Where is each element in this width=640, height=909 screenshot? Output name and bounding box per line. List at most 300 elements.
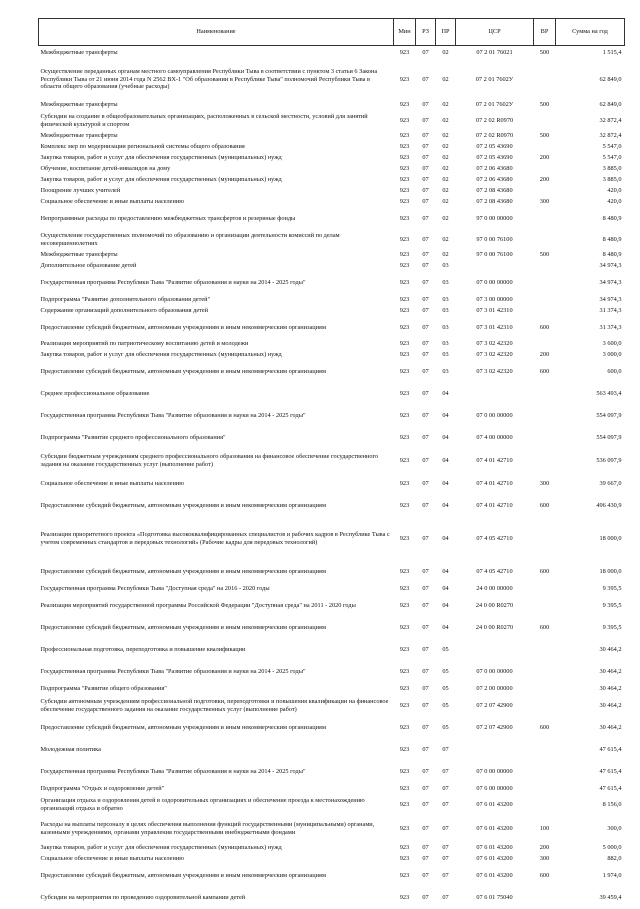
- cell-sum: 34 974,3: [599, 278, 622, 286]
- cell-pr: 02: [442, 176, 449, 184]
- cell-csr: 07 3 00 00000: [476, 295, 513, 303]
- cell-csr: 07 3 02 42320: [476, 367, 513, 375]
- cell-vr: 300: [539, 198, 550, 206]
- cell-name: Реализация мероприятий по патриотическому воспитанию детей и молодежи: [40, 340, 249, 348]
- cell-sum: 18 000,0: [599, 567, 622, 575]
- cell-name: Субсидии бюджетным учреждениям среднего профессионального образования на финансовое обеспечение государственного задания на оказание государственных услуг (выполнение работ): [40, 452, 379, 468]
- cell-vr: 600: [539, 623, 550, 631]
- cell-sum: 8 480,9: [602, 235, 622, 243]
- cell-csr: 07 3 02 42320: [476, 340, 513, 348]
- cell-sum: 30 464,2: [599, 645, 622, 653]
- cell-rz: 07: [422, 745, 429, 753]
- table-row: [39, 230, 625, 250]
- cell-vr: 100: [539, 824, 550, 832]
- cell-rz: 07: [422, 101, 429, 109]
- cell-vr: 600: [539, 501, 550, 509]
- table-row: [39, 865, 625, 887]
- cell-name: Реализация приоритетного проекта «Подготовка высококвалифицированных специалистов и рабочих кадров в Республике Тыва с учетом современных стандартов и передовых технологий» (Рабочие кадры для передовых технологий): [40, 530, 390, 546]
- cell-vr: [534, 583, 556, 595]
- cell-min: 923: [399, 534, 410, 542]
- cell-csr: 07 2 07 42900: [476, 701, 513, 709]
- header-name: Наименование: [39, 19, 394, 46]
- cell-sum: 30 464,2: [599, 701, 622, 709]
- table-row: [39, 854, 625, 865]
- cell-pr: 02: [442, 187, 449, 195]
- cell-vr: [534, 272, 556, 294]
- cell-rz: 07: [422, 307, 429, 315]
- cell-rz: 07: [422, 48, 429, 56]
- cell-sum: 600,0: [607, 367, 622, 375]
- table-row: [39, 350, 625, 361]
- cell-sum: 8 480,9: [602, 251, 622, 259]
- cell-csr: 97 0 00 00000: [476, 214, 513, 222]
- cell-rz: 07: [422, 214, 429, 222]
- cell-name: Дополнительное образование детей: [40, 262, 137, 270]
- cell-name: Предоставление субсидий бюджетным, автономным учреждениям и иным некоммерческим организациям: [40, 323, 326, 331]
- cell-csr: 07 3 01 42310: [476, 323, 513, 331]
- cell-min: 923: [399, 800, 410, 808]
- cell-pr: 02: [442, 132, 449, 140]
- cell-sum: 554 097,9: [596, 433, 622, 441]
- cell-vr: 500: [539, 251, 550, 259]
- cell-rz: 07: [422, 501, 429, 509]
- cell-min: 923: [399, 278, 410, 286]
- cell-rz: 07: [422, 367, 429, 375]
- cell-rz: 07: [422, 132, 429, 140]
- cell-csr: 07 4 01 42710: [476, 456, 513, 464]
- cell-min: 923: [399, 871, 410, 879]
- cell-min: 923: [399, 584, 410, 592]
- cell-name: Подпрограмма "Развитие дополнительного образования детей": [40, 295, 211, 303]
- cell-min: 923: [399, 75, 410, 83]
- cell-vr: 500: [539, 132, 550, 140]
- cell-rz: 07: [422, 567, 429, 575]
- cell-csr: 07 3 02 42320: [476, 351, 513, 359]
- cell-vr: 600: [539, 567, 550, 575]
- cell-sum: 32 872,4: [599, 116, 622, 124]
- cell-sum: 8 156,0: [602, 800, 622, 808]
- cell-sum: 5 000,0: [602, 844, 622, 852]
- cell-name: Предоставление субсидий бюджетным, автономным учреждениям и иным некоммерческим организациям: [40, 367, 326, 375]
- cell-name: Подпрограмма "Развитие среднего профессионального образования": [40, 433, 226, 441]
- table-row: [39, 272, 625, 294]
- table-row: [39, 317, 625, 339]
- cell-pr: 04: [442, 411, 449, 419]
- cell-pr: 07: [442, 800, 449, 808]
- cell-pr: 02: [442, 214, 449, 222]
- cell-rz: 07: [422, 323, 429, 331]
- table-row: [39, 294, 625, 306]
- cell-name: Предоставление субсидий бюджетным, автономным учреждениям и иным некоммерческим организациям: [40, 567, 326, 575]
- cell-rz: 07: [422, 340, 429, 348]
- cell-pr: 05: [442, 645, 449, 653]
- cell-sum: 554 097,9: [596, 411, 622, 419]
- cell-csr: [456, 261, 534, 272]
- cell-vr: [534, 339, 556, 350]
- cell-sum: 3 885,0: [602, 176, 622, 184]
- cell-sum: 39 667,0: [599, 479, 622, 487]
- cell-name: Социальное обеспечение и иные выплаты населению: [40, 198, 184, 206]
- cell-csr: 07 2 00 00000: [476, 684, 513, 692]
- cell-min: 923: [399, 235, 410, 243]
- cell-sum: 62 849,0: [599, 101, 622, 109]
- cell-pr: 02: [442, 235, 449, 243]
- cell-csr: 97 0 00 76100: [476, 235, 513, 243]
- table-row: [39, 175, 625, 186]
- cell-name: Предоставление субсидий бюджетным, автономным учреждениям и иным некоммерческим организациям: [40, 723, 326, 731]
- cell-rz: 07: [422, 534, 429, 542]
- table-header: [39, 19, 625, 46]
- cell-min: 923: [399, 295, 410, 303]
- cell-pr: 04: [442, 479, 449, 487]
- cell-name: Закупка товаров, работ и услуг для обеспечения государственных (муниципальных) нужд: [40, 176, 282, 184]
- table-row: [39, 617, 625, 639]
- cell-name: Закупка товаров, работ и услуг для обеспечения государственных (муниципальных) нужд: [40, 844, 282, 852]
- cell-rz: 07: [422, 351, 429, 359]
- cell-sum: 420,0: [607, 187, 622, 195]
- cell-rz: 07: [422, 433, 429, 441]
- cell-csr: 07 6 01 43200: [476, 855, 513, 863]
- cell-csr: 07 2 07 42900: [476, 723, 513, 731]
- cell-pr: 05: [442, 667, 449, 675]
- cell-sum: 563 493,4: [596, 389, 622, 397]
- cell-pr: 02: [442, 143, 449, 151]
- table-row: [39, 131, 625, 142]
- cell-vr: [534, 111, 556, 131]
- cell-csr: 07 6 00 00000: [476, 784, 513, 792]
- cell-csr: 07 2 06 43680: [476, 176, 513, 184]
- cell-sum: 47 615,4: [599, 767, 622, 775]
- cell-csr: 24 0 00 R0270: [475, 601, 514, 609]
- cell-csr: 07 2 02 R0970: [475, 116, 514, 124]
- cell-sum: 300,0: [607, 824, 622, 832]
- cell-sum: 536 097,9: [596, 456, 622, 464]
- cell-name: Комплекс мер по модернизации региональной системы общего образования: [40, 143, 245, 151]
- table-row: [39, 449, 625, 473]
- cell-min: 923: [399, 723, 410, 731]
- cell-min: 923: [399, 893, 410, 901]
- cell-csr: 07 0 00 00000: [476, 278, 513, 286]
- cell-min: 923: [399, 48, 410, 56]
- cell-sum: 1 515,4: [602, 48, 622, 56]
- cell-sum: 31 374,3: [599, 323, 622, 331]
- cell-name: Государственная программа Республики Тыва "Развитие образования и науки на 2014 - 2025 годы": [40, 667, 306, 675]
- cell-sum: 9 395,5: [602, 584, 622, 592]
- table-row: [39, 583, 625, 595]
- cell-min: 923: [399, 745, 410, 753]
- table-row: [39, 561, 625, 583]
- cell-pr: 03: [442, 278, 449, 286]
- cell-sum: 30 464,2: [599, 723, 622, 731]
- cell-name: Обучение, воспитание детей-инвалидов на дому: [40, 165, 171, 173]
- cell-vr: 600: [539, 367, 550, 375]
- cell-sum: 30 464,2: [599, 667, 622, 675]
- cell-rz: 07: [422, 844, 429, 852]
- cell-min: 923: [399, 767, 410, 775]
- cell-sum: 30 464,2: [599, 684, 622, 692]
- cell-pr: 07: [442, 855, 449, 863]
- table-row: [39, 60, 625, 100]
- cell-min: 923: [399, 667, 410, 675]
- cell-csr: [456, 383, 534, 405]
- cell-rz: 07: [422, 855, 429, 863]
- table-row: [39, 795, 625, 815]
- cell-vr: [534, 427, 556, 449]
- cell-csr: 07 6 01 43200: [476, 871, 513, 879]
- cell-sum: 3 600,0: [602, 340, 622, 348]
- cell-pr: 02: [442, 101, 449, 109]
- cell-csr: 07 4 05 42710: [476, 567, 513, 575]
- cell-min: 923: [399, 684, 410, 692]
- cell-sum: 47 615,4: [599, 784, 622, 792]
- cell-csr: 07 2 01 7602У: [475, 101, 514, 109]
- cell-csr: 07 4 00 00000: [476, 433, 513, 441]
- cell-rz: 07: [422, 893, 429, 901]
- cell-vr: [534, 739, 556, 761]
- cell-pr: 02: [442, 165, 449, 173]
- cell-rz: 07: [422, 116, 429, 124]
- cell-rz: 07: [422, 824, 429, 832]
- cell-sum: 34 974,3: [599, 295, 622, 303]
- cell-min: 923: [399, 411, 410, 419]
- cell-vr: [534, 230, 556, 250]
- cell-name: Государственная программа Республики Тыва "Развитие образования и науки на 2014 - 2025 годы": [40, 278, 306, 286]
- cell-name: Межбюджетные трансферты: [40, 101, 118, 109]
- cell-sum: 34 974,3: [599, 262, 622, 270]
- cell-pr: 02: [442, 154, 449, 162]
- cell-name: Межбюджетные трансферты: [40, 48, 118, 56]
- cell-vr: 500: [539, 48, 550, 56]
- cell-vr: 200: [539, 176, 550, 184]
- cell-rz: 07: [422, 784, 429, 792]
- table-row: [39, 186, 625, 197]
- cell-csr: [456, 639, 534, 661]
- cell-csr: 07 2 05 43690: [476, 154, 513, 162]
- cell-name: Предоставление субсидий бюджетным, автономным учреждениям и иным некоммерческим организациям: [40, 501, 326, 509]
- cell-name: Осуществление переданных органам местного самоуправления Республики Тыва в соответствии с пунктом 3 статьи 6 Закона Республики Тыва от 21 июня 2014 года N 2562 ВХ-1 "Об образовании в Республике Тыва" полномочий Республики Тыва в области общего образования (учебные расходы): [40, 67, 378, 91]
- cell-rz: 07: [422, 645, 429, 653]
- cell-min: 923: [399, 176, 410, 184]
- cell-pr: 04: [442, 501, 449, 509]
- cell-min: 923: [399, 456, 410, 464]
- cell-pr: 03: [442, 295, 449, 303]
- table-row: [39, 46, 625, 60]
- cell-sum: 882,0: [607, 855, 622, 863]
- cell-min: 923: [399, 262, 410, 270]
- cell-name: Профессиональная подготовка, переподготовка и повышение квалификации: [40, 645, 246, 653]
- cell-pr: 05: [442, 684, 449, 692]
- cell-csr: 07 6 01 75040: [476, 893, 513, 901]
- cell-csr: 07 2 02 R0970: [475, 132, 514, 140]
- cell-name: Осуществление государственных полномочий по образованию и организации деятельности комиссий по делам несовершеннолетних: [40, 231, 340, 247]
- cell-vr: 600: [539, 723, 550, 731]
- cell-name: Содержание организаций дополнительного образования детей: [40, 307, 209, 315]
- cell-rz: 07: [422, 165, 429, 173]
- cell-vr: [534, 306, 556, 317]
- cell-name: Непрограммные расходы по предоставлению межбюджетных трансфертов и резервные фонды: [40, 214, 296, 222]
- cell-vr: 300: [539, 479, 550, 487]
- budget-table: [38, 18, 625, 909]
- cell-name: Закупка товаров, работ и услуг для обеспечения государственных (муниципальных) нужд: [40, 154, 282, 162]
- cell-csr: 07 6 01 43200: [476, 824, 513, 832]
- cell-name: Расходы на выплаты персоналу в целях обеспечения выполнения функций государственными (муниципальными) органами, казенными учреждениями, органами управления государственными внебюджетными фондами: [40, 820, 375, 836]
- table-row: [39, 517, 625, 561]
- cell-vr: [534, 405, 556, 427]
- table-row: [39, 761, 625, 783]
- cell-rz: 07: [422, 723, 429, 731]
- cell-min: 923: [399, 824, 410, 832]
- cell-vr: [534, 595, 556, 617]
- cell-sum: 9 395,5: [602, 623, 622, 631]
- cell-name: Межбюджетные трансферты: [40, 251, 118, 259]
- cell-rz: 07: [422, 623, 429, 631]
- table-row: [39, 683, 625, 695]
- cell-pr: 04: [442, 601, 449, 609]
- cell-pr: 07: [442, 767, 449, 775]
- table-row: [39, 495, 625, 517]
- cell-csr: 24 0 00 00000: [476, 584, 513, 592]
- cell-min: 923: [399, 143, 410, 151]
- cell-pr: 07: [442, 784, 449, 792]
- cell-vr: [534, 60, 556, 100]
- cell-vr: [534, 795, 556, 815]
- cell-sum: 39 459,4: [599, 893, 622, 901]
- cell-min: 923: [399, 323, 410, 331]
- cell-name: Субсидии на мероприятия по проведению оздоровительной кампании детей: [40, 893, 246, 901]
- cell-pr: 03: [442, 262, 449, 270]
- cell-rz: 07: [422, 295, 429, 303]
- cell-vr: [534, 695, 556, 717]
- table-row: [39, 153, 625, 164]
- cell-vr: [534, 761, 556, 783]
- cell-vr: [534, 208, 556, 230]
- cell-name: Предоставление субсидий бюджетным, автономным учреждениям и иным некоммерческим организациям: [40, 623, 326, 631]
- cell-pr: 04: [442, 456, 449, 464]
- cell-vr: 600: [539, 323, 550, 331]
- table-row: [39, 361, 625, 383]
- cell-rz: 07: [422, 800, 429, 808]
- cell-vr: 300: [539, 855, 550, 863]
- cell-pr: 07: [442, 824, 449, 832]
- cell-name: Межбюджетные трансферты: [40, 132, 118, 140]
- cell-vr: [534, 142, 556, 153]
- cell-pr: 07: [442, 871, 449, 879]
- cell-min: 923: [399, 601, 410, 609]
- cell-sum: 9 395,5: [602, 601, 622, 609]
- cell-csr: 07 6 01 43200: [476, 800, 513, 808]
- cell-name: Подпрограмма "Отдых и оздоровление детей": [40, 784, 165, 792]
- cell-pr: 03: [442, 307, 449, 315]
- cell-vr: [534, 661, 556, 683]
- cell-sum: 3 000,0: [602, 351, 622, 359]
- cell-vr: [534, 383, 556, 405]
- cell-name: Государственная программа Республики Тыва "Доступная среда" на 2016 - 2020 годы: [40, 584, 270, 592]
- cell-min: 923: [399, 251, 410, 259]
- header-pr: ПР: [436, 19, 456, 46]
- cell-min: 923: [399, 701, 410, 709]
- cell-min: 923: [399, 623, 410, 631]
- cell-min: 923: [399, 367, 410, 375]
- cell-min: 923: [399, 784, 410, 792]
- cell-name: Закупка товаров, работ и услуг для обеспечения государственных (муниципальных) нужд: [40, 351, 282, 359]
- cell-pr: 05: [442, 701, 449, 709]
- cell-pr: 04: [442, 389, 449, 397]
- cell-min: 923: [399, 101, 410, 109]
- cell-name: Организация отдыха и оздоровления детей в оздоровительных организациях и обеспечение проезда к местонахождению организаций отдыха и обратно: [40, 796, 365, 812]
- cell-vr: [534, 186, 556, 197]
- cell-csr: 07 0 00 00000: [476, 767, 513, 775]
- table-row: [39, 142, 625, 153]
- cell-vr: [534, 517, 556, 561]
- cell-name: Предоставление субсидий бюджетным, автономным учреждениям и иным некоммерческим организациям: [40, 871, 326, 879]
- cell-pr: 02: [442, 75, 449, 83]
- cell-name: Субсидии на создание в общеобразовательных организациях, расположенных в сельской местности, условий для занятий физической культурой и спортом: [40, 112, 368, 128]
- cell-pr: 05: [442, 723, 449, 731]
- cell-csr: 07 4 01 42710: [476, 501, 513, 509]
- cell-sum: 18 000,0: [599, 534, 622, 542]
- cell-rz: 07: [422, 871, 429, 879]
- cell-pr: 07: [442, 893, 449, 901]
- cell-sum: 5 547,0: [602, 143, 622, 151]
- cell-min: 923: [399, 855, 410, 863]
- cell-rz: 07: [422, 701, 429, 709]
- cell-rz: 07: [422, 75, 429, 83]
- cell-csr: 07 2 08 43680: [476, 198, 513, 206]
- cell-vr: [534, 449, 556, 473]
- table-row: [39, 208, 625, 230]
- cell-sum: 31 374,3: [599, 307, 622, 315]
- cell-rz: 07: [422, 143, 429, 151]
- cell-vr: 500: [539, 101, 550, 109]
- cell-pr: 03: [442, 351, 449, 359]
- cell-min: 923: [399, 479, 410, 487]
- cell-name: Социальное обеспечение и иные выплаты населению: [40, 855, 184, 863]
- header-min: Мин: [394, 19, 416, 46]
- header-csr: ЦСР: [456, 19, 534, 46]
- cell-csr: 07 4 01 42710: [476, 479, 513, 487]
- table-row: [39, 887, 625, 909]
- cell-min: 923: [399, 154, 410, 162]
- cell-sum: 3 885,0: [602, 165, 622, 173]
- cell-csr: 07 2 08 43680: [476, 187, 513, 195]
- cell-rz: 07: [422, 389, 429, 397]
- header-sum: Сумма на год: [556, 19, 625, 46]
- table-row: [39, 427, 625, 449]
- cell-pr: 03: [442, 367, 449, 375]
- table-row: [39, 306, 625, 317]
- cell-pr: 04: [442, 584, 449, 592]
- table-row: [39, 383, 625, 405]
- cell-csr: 07 2 06 43680: [476, 165, 513, 173]
- cell-min: 923: [399, 351, 410, 359]
- cell-rz: 07: [422, 235, 429, 243]
- table-body: [39, 46, 625, 909]
- cell-pr: 07: [442, 745, 449, 753]
- cell-vr: [534, 261, 556, 272]
- table-row: [39, 815, 625, 843]
- cell-pr: 04: [442, 433, 449, 441]
- table-row: [39, 261, 625, 272]
- cell-vr: 200: [539, 154, 550, 162]
- table-row: [39, 717, 625, 739]
- cell-pr: 02: [442, 251, 449, 259]
- cell-name: Субсидии автономным учреждениям профессиональной подготовки, переподготовки и повышения квалификации на финансовое обеспечение государственного задания на оказание государственных услуг (выполнение работ): [40, 697, 389, 713]
- cell-min: 923: [399, 844, 410, 852]
- cell-min: 923: [399, 340, 410, 348]
- cell-vr: [534, 294, 556, 306]
- cell-vr: [534, 887, 556, 909]
- table-row: [39, 661, 625, 683]
